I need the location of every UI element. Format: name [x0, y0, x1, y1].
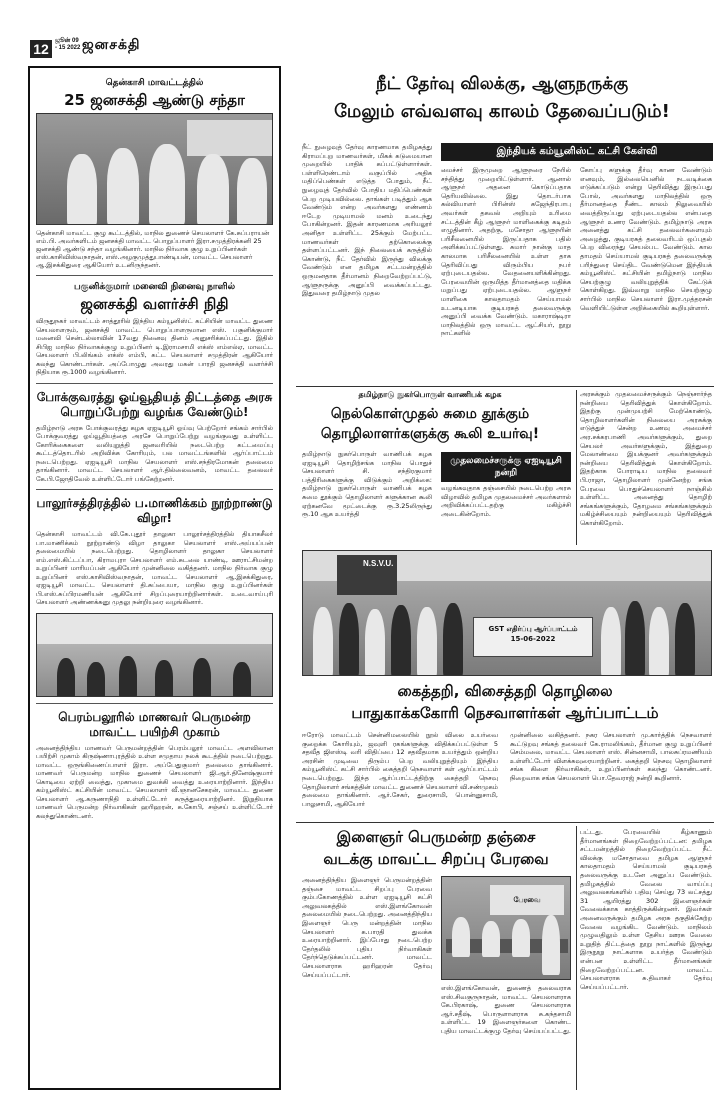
story1-photo: [36, 113, 273, 225]
main-headline-line1: நீட் தேர்வு விலக்கு, ஆளுநருக்கு: [375, 74, 629, 94]
photo-person: [542, 915, 560, 975]
story1-caption: தென்காசி மாவட்ட குழு கூட்டத்தில், மாநில துணைச் செயலாளர் கே.சுப்பராயன் எம்.பி. அவர்களிடம் ஜனசக்தி மாவட்ட பொறுப்பாளர் இரா.சமுத்திரக்கனி 25 ஜனசக்தி ஆண்டு சந்தா வழங்கினார். மாநில நிர்வாக குழு உறுப்பினர்கள் எஸ்.காசிவிஸ்வநாதன், எஸ்.அழகுமுத்துபாண்டியன், மாவட்ட செயலாளர் ஆ.இசக்கிதுரை ஆகியோர் உடனிருந்தனர்.: [36, 229, 270, 269]
divider: [296, 822, 714, 823]
divider: [36, 383, 273, 384]
youth-photo: [441, 876, 571, 980]
story4-body: தென்காசி மாவட்டம் வி.கே.புதூர் தாலுகா பாலூர்சத்திரத்தில் தியாகசீலர் பா.மாணிக்கம் நூற்றாண்டு விழா தாலுகா செயலாளர் எஸ்.அய்யப்பன் தலைமையில் நடைபெற்றது. தொழிலாளர் தாலுகா செயலாளர் எம்.எஸ்.கிட்டப்பா, கிராமபுரா செயலாளர் எம்.சுடலை யாண்டி, ஊராட்சிமன்ற உறுப்பினர் மாரியப்பன் ஆகியோர் முன்னிலை வகித்தனர். மாநில நிர்வாக குழு உறுப்பினர் எஸ்.காசிவிஸ்வநாதன், மாவட்ட செயலாளர் ஆ.இசக்கிதுரை, ஏஐடியூசி மாவட்ட செயலாளர் தி.சுப்பையா, மாநில குழு உறுப்பினர்கள் பி.எஸ்.சுப்பிரமணியன் ஆகியோர் சிறப்புரையாற்றினார்கள். உடைவாய்புரி செயலாளர் அண்ணக்கனு முதலு நன்றியுரை வழங்கினார்.: [36, 530, 273, 606]
mid-col3: அரசுக்கும் முதலமைச்சருக்கும் நெஞ்சார்ந்த நன்றியை தெரிவித்துக் கொள்கிறோம். இதற்கு முன்முயற்சி மேற்கொண்டு, தொழிலாளர்களின் நிலையை அரசுக்கு எடுத்துச் சென்ற உணவு அமைச்சர் அர.சக்கரபாணி அவர்களுக்கும், துறை செயலர் அவர்களுக்கும், இத்துறை மேலாண்மை இயக்குனர் அவர்களுக்கும் நன்றியை தெரிவித்துக் கொள்கிறோம். இதற்காக போராடிய மாநில தலைவர் பி.ராஜா, தொழிலாளர் முன்னேற்ற சங்க பேரவை பொதுச்செயலாளர் நாஞ்சில் உள்ளிட்ட அனைத்து தொழிற் சங்கங்களுக்கும், தோழமை சங்கங்களுக்கும் மகிழ்ச்சியையும் நன்றியையும் தெரிவித்துக் கொள்கிறோம்.: [580, 390, 712, 527]
photo-person: [313, 607, 333, 676]
photo-person: [649, 607, 669, 676]
youth-headline-line2: வடக்கு மாவட்ட சிறப்பு பேரவை: [323, 850, 549, 868]
youth-col3: பட்டது. பேரவையில் கீழ்காணும் தீர்மானங்கள் நிறைவேற்றப்பட்டன: தமிழக சட்டமன்றத்தில் நிறைவேற்றப்பட்ட நீட் விலக்கு மசோதாவை தமிழக ஆளுநர் காலதாமதம் செய்யாமல் குடியரசுத் தலைவருக்கு உடனே அனுப்ப வேண்டும். தமிழகத்தில் வேலை வாய்ப்பு அலுவலகங்களில் பதிவு செய்து 73 லட்சத்து 31 ஆயிரத்து 302 இளைஞர்கள் வேலைக்காக காத்திருக்கின்றனர். இவர்கள் அனைவருக்கும் தமிழக அரசு தகுதிக்கேற்ற வேலை வழங்கிட வேண்டும். மாநிலம் முழுவதிலும் உள்ள தேசிய ஊரக வேலை உறுதித் திட்டத்தை நூறு நாட்களில் இருந்து இருநூறு நாட்களாக உயர்த்த வேண்டும் என்பன உள்ளிட்ட தீர்மானங்கள் நிறைவேற்றப்பட்டன. மாவட்ட செயலாளராக சு.திவாகர் தேர்வு செய்யப்பட்டார்.: [580, 828, 712, 991]
main-col2: மைச்சர் இருமுறை ஆளுநரை நேரில் சந்தித்து முறையிட்டுள்ளார். ஆனால் ஆளுநர் அதனை கொடுப்பதாக தெரியவில்லை. இது தொடர்பாக கல்வியாளர் பிரின்ஸ் கஜேந்திரபாபு அவர்கள் தகவல் அறியும் உரிமை சட்டத்தின் கீழ் ஆளுநர் மாளிகைக்கு கடிதம் எழுதினார். அதற்கு, மசோதா ஆளுநரின் பரிசீலனையில் இருப்பதாக பதில் அளிக்கப்பட்டுள்ளது. சுமார் நான்கு மாத காலமாக பரிசீலனையில் உள்ள தாக தெரிவிப்பது விரும்பிய நபர் ஏற்புடையதல்ல. வேதனையளிக்கின்றது. பேரவையின் ஒருமித்த தீர்மானத்தை மதிக்க மறுப்பது ஏற்புடையதல்ல. ஆளுநர் மாளிகை காலதாமதம் செய்யாமல் உடனடியாக குடியரசுத் தலைவருக்கு அனுப்பி வைக்க வேண்டும். மகாராஷ்டிரா மாநிலத்தில் ஒரு மாவட்ட ஆட்சியர், நூறு நாட்களில்: [441, 166, 571, 338]
story2-body: விருதுநகர் மாவட்டம் சாத்தூரில் இந்திய கம்யூனிஸ்ட் கட்சியின் மாவட்ட துணை செயலாளரும், ஜனசக்தி மாவட்ட பொறுப்பாளருமான எஸ். பகுனிக்குமார் மனைவி சென்டல்லாவின் 17வது நினைவு தினம் அனுசரிக்கப்பட்டது. இதில் சிபிஐ மாநில நிர்வாகக்குழு உறுப்பினர் டி.இராமசாமி எக்ஸ் எம்எல்ஏ, மாவட்ட செயலாளர் பி.லிங்கம் எக்ஸ் எம்பி, கட்ட செயலாளர் சமுத்திரன் ஆகியோர் கலந்து கொண்டார்கள். அப்போழுது அவரது மகன் பாரதி ஜனசக்தி வளர்ச்சி நிதியாக ரூ.1000 வழங்கினார்.: [36, 317, 273, 376]
story2-kicker: பகுனிக்குமார் மனைவி நினைவு நாளில்: [73, 282, 236, 292]
divider: [36, 703, 273, 704]
story2-headline: ஜனசக்தி வளர்ச்சி நிதி: [80, 295, 229, 313]
handloom-col2: முன்னிலை வகித்தனர். நகர செயலாளர் மு.கார்த்திக் நெசவாளர் கூட்டுறவு சங்கத் தலைவர் கே.ராமலிங்கம், தீர்மான குழு உறுப்பினர் செம்மலை, மாவட்ட செயலாளர் எஸ். சின்னசாமி, பாலசுப்ரமணியம் உள்ளிட்டோர் விளக்கவுரையாற்றினர். கைத்தறி நெசவு தொழிலாளர் சங்க கிளை நிர்வாகிகள், உறுப்பினர்கள் கலந்து கொண்டனர். நிறைவாக சங்க செயலாளர் பொ.தேவராஜ் நன்றி கூறினார்.: [510, 731, 712, 782]
story4-headline: பாலூர்சத்திரத்தில் ப.மாணிக்கம் நூற்றாண்டு விழா!: [36, 496, 273, 525]
photo-person: [149, 144, 185, 225]
mid-col1: தமிழ்நாடு நுகர்பொருள் வாணிபக் கழக ஏஐடியூசி தொழிற்சங்க மாநில பொதுச் செயலாளர் சி. சந்திரகுமார் பத்திரிகைகளுக்கு விடுக்கும் அறிக்கை: தமிழ்நாடு நுகர்பொருள் வாணிபக் கழக சுமை தூக்கும் தொழிலாளர் களுக்கான கூலி ஏற்கனவே மூட்டைக்கு ரூ.3.25லிருந்து ரூ.10 ஆக உயர்த்தி: [302, 450, 432, 519]
protest-banner-date: 15-06-2022: [510, 635, 556, 643]
paper-name: ஜனசக்தி: [82, 37, 141, 53]
main-headline: [290, 70, 714, 126]
main-subheadline-bar: இந்தியக் கம்யூனிஸ்ட் கட்சி கேள்வி: [441, 143, 713, 161]
photo-banner-text: N.S.V.U.: [363, 559, 394, 568]
main-col3: கோப்பு களுக்கு தீர்வு காண வேண்டும் எனவும், இல்லையெனில் நடவடிக்கை எடுக்கப்படும் என்று தெரிவித்து இருப்பது போல், அவர்களது மாநிலத்தில் ஒரு தீர்மானத்தை நீண்ட காலம் நிலுவையில் வைத்திருப்பது ஏற்புடையதல்ல என்பதை ஆளுநர் உணர வேண்டும். தமிழ்நாடு அரசு அனைத்து கட்சி தலைவர்களையும் அழைத்து, குடியரசுத் தலைவரிடம் ஒப்புதல் பெற விரைந்து செயல்பட வேண்டும். கால தாமதம் செய்யாமல் குடியரசுத் தலைவருக்கு பரிந்துரை செய்திட வேண்டுமென இந்தியக் கம்யூனிஸ்ட் கட்சியின் தமிழ்நாடு மாநில செயற்குழு வலியுறுத்திக் கேட்டுக் கொள்கிறது. இவ்வாறு மாநில செயற்குழு சார்பில் மாநில செயலாளர் இரா.முத்தரசன் வெளியிட்டுள்ள அறிக்கையில் கூறியுள்ளார்.: [580, 166, 712, 312]
photo-person: [675, 603, 695, 676]
photo-person: [452, 917, 470, 957]
photo-person: [87, 662, 105, 697]
photo-person: [601, 607, 621, 676]
photo-person: [197, 154, 229, 225]
photo-person: [512, 919, 530, 957]
story3-headline: போக்குவரத்து ஓய்வூதியத் திட்டத்தை அரசு பொறுப்பேற்று வழங்க வேண்டும்!: [36, 389, 273, 419]
photo-person: [193, 658, 211, 697]
photo-person: [482, 921, 500, 957]
photo-person: [417, 607, 437, 676]
divider: [576, 390, 577, 545]
story4-photo: [36, 613, 273, 697]
main-headline-line2: மேலும் எவ்வளவு காலம் தேவைப்படும்!: [334, 101, 670, 122]
divider: [576, 826, 577, 1090]
handloom-col1: ஈரோடு மாவட்டம் சென்னிமலையில் நூல் விலை உயர்வை குறைக்க கோரியும், ஜவுளி ரகங்களுக்கு விதிக்கப்பட்டுள்ள 5 சதவீத ஜிஎஸ்டி வரி விதிப்பை 12 சதவீதமாக உயர்த்தும் ஒன்றிய அரசின் முடிவை திரும்ப பெற வலியுறுத்தியும் இந்திய கம்யூனிஸ்ட் கட்சி சார்பில் கைத்தறி நெசவாளர் கள் ஆர்ப்பாட்டம் நடைபெற்றது. இந்த ஆர்ப்பாட்டத்திற்கு கைத்தறி நெசவு தொழிலாளர் சங்கத்தின் மாவட்ட துணைச் செயலாளர் வி.சண்முகம் தலைமை தாங்கினார். ஆர்.சேகர், துரைசாமி, பொன்னுசாமி, பாலுசாமி, ஆகியோர்: [302, 731, 498, 808]
left-column: [28, 66, 281, 1090]
handloom-headline: [296, 680, 714, 724]
divider: [296, 386, 714, 387]
photo-person: [443, 603, 463, 676]
youth-headline-line1: இளைஞர் பெருமன்ற தஞ்சை: [336, 828, 536, 846]
divider: [36, 489, 273, 490]
page-number: 12: [30, 40, 52, 58]
photo-person: [339, 603, 359, 676]
story1-headline: 25 ஜனசக்தி ஆண்டு சந்தா: [64, 91, 245, 109]
youth-headline: [296, 826, 576, 870]
mid-headline: [290, 404, 570, 444]
photo-wall: [37, 614, 272, 644]
handloom-headline-line1: கைத்தறி, விசைத்தறி தொழிலை: [397, 682, 613, 700]
story3-body: தமிழ்நாடு அரசு போக்குவரத்து கழக ஏஐடியூசி ஓய்வு பெற்றோர் சங்கம் சார்பில் போக்குவரத்து ஓய்வூதியத்தை அரசே பொறுப்பேற்று வழங்குவது உள்ளிட்ட கோரிக்கைகளை வலியுறுத்தி ஜனவரியில் நடைபெற்ற கட்டமைப்பு கூட்டத்தொடரில் அறிவிக்க கோரியும், பல மாவட்டங்களில் ஆர்ப்பாட்டம் நடைபெற்றது. ஏஐடியூசி மாநில செயலாளர் எஸ்.சந்திரமோகன் தலைமை தாங்கினார். மாவட்ட செயலாளர் ஆர்.தில்லைவனம், மாவட்ட தலைவர் கே.பி.ஜோதிவேல் உள்ளிட்டோர் பங்கேற்றனர்.: [36, 423, 273, 483]
mid-highlight-box: முதலமைச்சருக்கு ஏஐடியூசி நன்றி: [441, 452, 571, 482]
photo-person: [233, 662, 251, 697]
photo-person: [57, 658, 75, 697]
masthead: [0, 0, 723, 58]
divider: [36, 275, 273, 276]
issue-date: ஜூன் 09 - 15 2022: [55, 38, 81, 51]
photo-person: [237, 158, 267, 225]
story1-kicker: தென்காசி மாவட்டத்தில்: [105, 78, 204, 88]
youth-banner: பேரவை: [490, 885, 564, 915]
mid-headline-line1: நெல்கொள்முதல் சுமை தூக்கும்: [330, 406, 530, 422]
handloom-headline-line2: பாதுகாக்ககோரி நெசவாளர்கள் ஆர்ப்பாட்டம்: [351, 704, 659, 722]
youth-caption: எஸ்.இளங்கோவன், துணைத் தலைவராக எஸ்.சிவகுருநாதன், மாவட்ட செயலாளராக கே.பிரகாஷ், துணை செயலாளராக ஆர்.சதீஷ், பொருளாளராக சு.கந்தசாமி உள்ளிட்ட 19 இளைஞர்களை கொண்ட புதிய மாவட்டக்குழு தேர்வு செய்யப்பட்டது.: [441, 984, 571, 1035]
photo-person: [119, 656, 137, 697]
mid-col2: வழங்கவுதாக தஞ்சையில் நடைபெற்ற அரசு விழாவில் தமிழக முதலமைச்சர் அவர்களால் அறிவிக்கப்பட்டதற்கு மகிழ்ச்சி அடைகின்றோம்.: [441, 484, 571, 518]
photo-person: [107, 148, 139, 225]
photo-person: [391, 605, 411, 676]
mid-kicker: தமிழ்நாடு நுகர்பொருள் வாணிபக் கழக: [358, 390, 502, 399]
main-col1: நீட் நுழைவுத் தேர்வு காரணமாக தமிழகத்து கிராமப்புற மாணவர்கள், மிகக் கடுமையான முறையில் பாதிக் கப்பட்டுள்ளார்கள். பள்ளிரெண்டாம் வகுப்பில் அதிக மதிப்பெண்கள் எடுத்த போதும், நீட் நுழைவுத் தேர்வில் போதிய மதிப்பெண்கள் பெற முடியவில்லை. தாங்கள் படித்தும் ஆக வேண்டும் என்ற அவர்களது எண்ணம் ஈடேற முடியாமல் மனம் உடைந்து போகின்றனர். இதன் காரணமாக அரியலூர் அனிதா உள்ளிட்ட 25க்கும் மேற்பட்ட மாணவர்கள் தற்கொலைக்கு தள்ளப்பட்டனர். இந் நிலையைக் கருத்தில் கொண்டு, நீட் தேர்வில் இருந்து விலக்கு வேண்டும் என தமிழக சட்டமன்றத்தில் ஒருமனதாக தீர்மானம் நிறைவேற்றப்பட்டு, ஆளுநருக்கு அனுப்பி வைக்கப்பட்டது. இதுவரை தமிழ்நாடு முதல: [302, 143, 432, 298]
protest-banner: [473, 617, 593, 657]
photo-person: [625, 601, 645, 676]
story5-headline: பெரம்பலூரில் மாணவர் பெருமன்ற மாவட்ட பயிற்சி முகாம்: [58, 709, 251, 739]
photo-person: [67, 154, 97, 225]
photo-portraits: [187, 120, 273, 156]
protest-banner-title: GST எதிர்ப்பு ஆர்ப்பாட்டம்: [488, 625, 578, 633]
youth-col1: அனைத்திந்திய இளைஞர் பெருமன்றத்தின் தஞ்சை மாவட்ட சிறப்பு பேரவை கும்பகோணத்தில் உள்ள ஏஐடியூசி கட்சி அலுவலகத்தில் எஸ்.இளங்கோவன் தலைமையில் நடைபெற்றது. அனைத்திந்திய இளைஞர் பெரு மன்றத்தின் மாநில செயலாளர் க.பாரதி துவக்க உரையாற்றினார். இப்போது நடைபெற்ற தேர்தலில் புதிய நிர்வாகிகள் தேர்ந்தெடுக்கப்பட்டனர். மாவட்ட செயலாளராக ஹரிஹரன் தேர்வு செய்யப்பட்டார்.: [302, 876, 432, 979]
mid-headline-line2: தொழிலாளர்களுக்கு கூலி உயர்வு!: [320, 426, 540, 442]
photo-person: [365, 609, 385, 676]
story5-body: அனைத்திந்திய மாணவர் பெருமன்றத்தின் பெரம்பலூர் மாவட்ட அளவிலான பயிற்சி முகாம் கிருஷ்ணாபுரத்தில் உள்ள சமுதாய நலக் கூடத்தில் நடைபெற்றது. மாவட்ட ஒருங்கிணைப்பாளர் இரா. அப்பேதுகுமார் தலைமை தாங்கினார். மாணவர் பெருமன்ற மாநில துணைச் செயலாளர் ஜி.ஆர்.தினேஷ்குமார் கொடியை ஏற்றி வைத்து, முகாமை துவக்கி வைத்து உரையாற்றினார். இந்திய கம்யூனிஸ்ட் கட்சியின் மாவட்ட செயலாளர் வீ.ஞானசேகரன், மாவட்ட துணை செயலாளர் ஆ.கருணாநிதி உள்ளிட்டோர் கருத்துரையாற்றினர். இறுதியாக மாணவர் பெருமன்ற நிர்வாகிகள் ஹரிஹரன், க.கோபி, சஞ்சய் உள்ளிட்டோர் கலந்துகொண்டனர்.: [36, 743, 273, 820]
protest-photo: [302, 550, 712, 676]
photo-person: [155, 660, 173, 697]
